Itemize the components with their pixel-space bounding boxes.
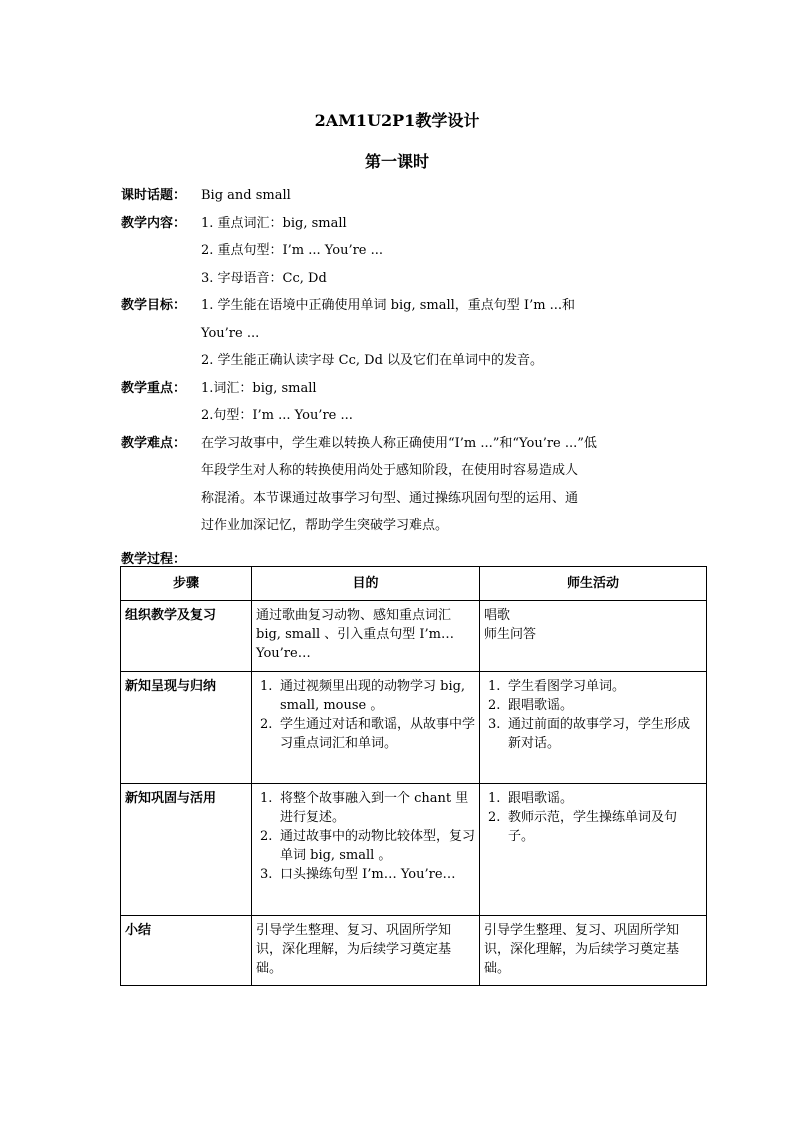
purpose-cell xyxy=(252,672,480,784)
list-item: 2. 通过故事中的动物比较体型，复习单词 big, small 。 xyxy=(260,829,476,863)
difficulty-label: 教学难点： xyxy=(121,435,187,451)
table-row xyxy=(121,784,707,916)
activity-cell xyxy=(480,601,707,672)
purpose-cell: 通过歌曲复习动物、感知重点词汇 big, small 、引入重点句型 I’m… You’re… xyxy=(252,601,480,672)
header-purpose: 目的 xyxy=(252,567,480,601)
difficulty-row xyxy=(121,434,701,462)
list-item: 1. 将整个故事融入到一个 chant 里进行复述。 xyxy=(260,791,469,825)
activity-cell xyxy=(480,784,707,916)
process-table xyxy=(120,566,707,986)
list-item: 2. 跟唱歌谣。 xyxy=(488,698,574,713)
goal-row xyxy=(121,324,701,352)
table-row xyxy=(121,916,707,986)
difficulty-line: 过作业加深记忆，帮助学生突破学习难点。 xyxy=(201,518,449,533)
goal-line: 1. 学生能在语境中正确使用单词 big, small，重点句型 I’m ...和 xyxy=(201,298,576,313)
key-line: 1.词汇：big, small xyxy=(201,380,317,396)
table-row xyxy=(121,601,707,672)
list-item: 1. 跟唱歌谣。 xyxy=(488,791,574,806)
goal-line: 2. 学生能正确认读字母 Cc, Dd 以及它们在单词中的发音。 xyxy=(201,353,544,368)
table-header-row xyxy=(121,567,707,601)
table-row xyxy=(121,672,707,784)
step-cell: 小结 xyxy=(121,916,252,986)
goal-label: 教学目标： xyxy=(121,298,187,313)
list-item: 3. 通过前面的故事学习，学生形成新对话。 xyxy=(488,717,691,751)
list-item: 3. 口头操练句型 I’m… You’re… xyxy=(260,867,456,882)
activity-line: 师生问答 xyxy=(484,627,537,642)
purpose-cell xyxy=(252,784,480,916)
header-step: 步骤 xyxy=(121,567,252,601)
activity-cell xyxy=(480,672,707,784)
list-item: 1. 通过视频里出现的动物学习 big, small, mouse 。 xyxy=(260,679,466,713)
difficulty-row xyxy=(121,516,701,544)
topic-value: Big and small xyxy=(201,188,291,203)
list-item: 2. 学生通过对话和歌谣，从故事中学习重点词汇和单词。 xyxy=(260,717,476,751)
list-item: 1. 学生看图学习单词。 xyxy=(488,679,626,694)
key-label: 教学重点： xyxy=(121,380,187,396)
activity-cell: 引导学生整理、复习、巩固所学知识，深化理解，为后续学习奠定基础。 xyxy=(480,916,707,986)
step-cell: 新知呈现与归纳 xyxy=(121,672,252,784)
list-item: 2. 教师示范，学生操练单词及句子。 xyxy=(488,810,678,844)
difficulty-line: 称混淆。本节课通过故事学习句型、通过操练巩固句型的运用、通 xyxy=(201,490,579,506)
goal-row xyxy=(121,351,701,379)
activity-line: 唱歌 xyxy=(484,608,511,623)
key-line: 2.句型：I’m ... You’re ... xyxy=(201,408,353,423)
step-cell: 新知巩固与活用 xyxy=(121,784,252,916)
goal-row xyxy=(121,296,701,324)
lesson-info xyxy=(121,186,701,544)
content-line: 1. 重点词汇：big, small xyxy=(201,215,347,231)
document-subtitle: 第一课时 xyxy=(364,152,429,171)
step-cell: 组织教学及复习 xyxy=(121,601,252,672)
content-row xyxy=(121,214,701,242)
content-row xyxy=(121,241,701,269)
purpose-cell: 引导学生整理、复习、巩固所学知识，深化理解，为后续学习奠定基础。 xyxy=(252,916,480,986)
process-label: 教学过程： xyxy=(121,552,187,567)
topic-label: 课时话题： xyxy=(121,188,187,203)
content-line: 2. 重点句型：I’m ... You’re ... xyxy=(201,243,384,258)
difficulty-row xyxy=(121,461,701,489)
content-line: 3. 字母语音：Cc, Dd xyxy=(201,270,327,286)
document-title: 2AM1U2P1教学设计 xyxy=(314,111,480,130)
content-row xyxy=(121,269,701,297)
difficulty-line: 年段学生对人称的转换使用尚处于感知阶段，在使用时容易造成人 xyxy=(201,463,579,478)
key-row xyxy=(121,379,701,407)
key-row xyxy=(121,406,701,434)
topic-row xyxy=(121,186,701,214)
content-label: 教学内容： xyxy=(121,215,187,231)
header-activity: 师生活动 xyxy=(480,567,707,601)
difficulty-line: 在学习故事中，学生难以转换人称正确使用“I’m ...”和“You’re ...”低 xyxy=(201,435,597,451)
difficulty-row xyxy=(121,489,701,517)
goal-line: You’re ... xyxy=(201,325,260,341)
